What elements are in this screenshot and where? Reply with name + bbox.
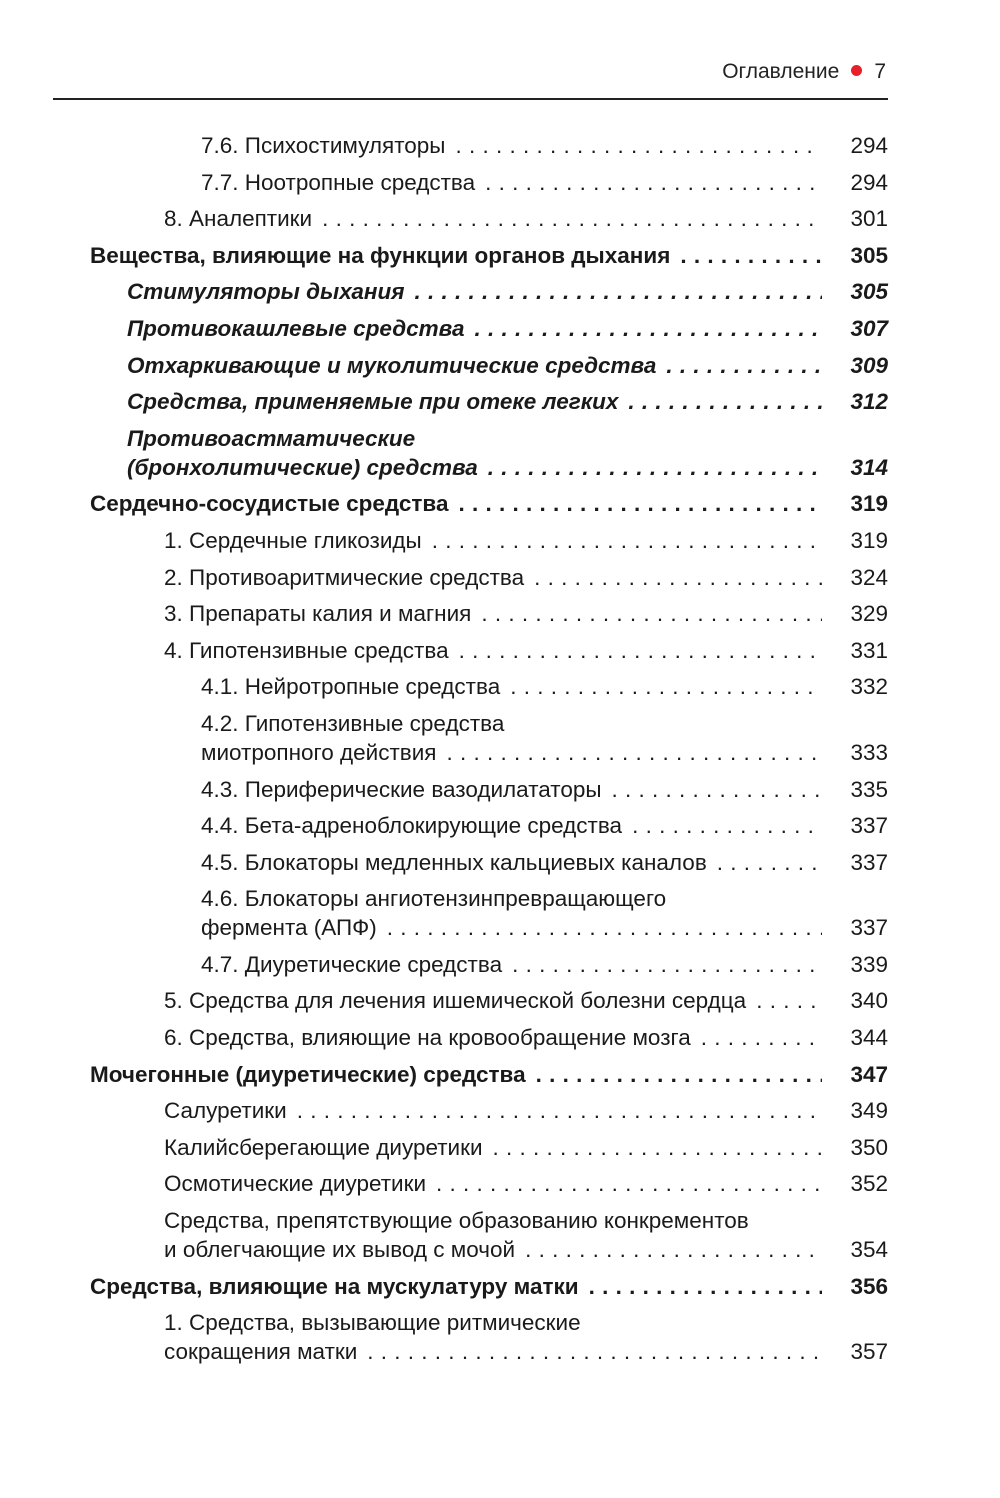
toc-entry-page: 333 (822, 738, 888, 767)
toc-entry-leader-line (164, 1235, 832, 1264)
toc-entry-text: 4.2. Гипотензивные средства (201, 710, 505, 736)
toc-entry-text: (бронхолитические) средства (127, 454, 478, 480)
toc-entry-title (164, 204, 832, 233)
toc-entry[interactable] (0, 424, 1000, 482)
toc-entry-text: 4.7. Диуретические средства (201, 951, 503, 977)
toc-entry[interactable] (0, 277, 1000, 306)
toc-entry-leader-line (164, 563, 832, 592)
toc-entry-text: 7.6. Психостимуляторы (201, 133, 446, 158)
toc-entry[interactable] (0, 986, 1000, 1015)
toc-entry[interactable] (0, 1272, 1000, 1301)
toc-entry-page: 305 (822, 241, 888, 270)
toc-entry[interactable] (0, 1308, 1000, 1366)
toc-entry[interactable] (0, 1096, 1000, 1125)
toc-entry[interactable] (0, 1023, 1000, 1052)
toc-entry-text: сокращения матки (164, 1339, 358, 1365)
bullet-dot-icon (851, 65, 862, 76)
toc-entry[interactable] (0, 168, 1000, 197)
toc-entry-leader-line (127, 387, 832, 416)
toc-entry[interactable] (0, 636, 1000, 665)
toc-entry-text: 4.6. Блокаторы ангиотензинпревращающего (201, 886, 667, 912)
toc-entry-text: 4.1. Нейротропные средства (201, 674, 501, 700)
toc-entry-page: 307 (822, 314, 888, 343)
toc-entry-leader-line (90, 489, 832, 518)
toc-entry[interactable] (0, 387, 1000, 416)
toc-entry-text: Осмотические диуретики (164, 1171, 427, 1197)
toc-entry[interactable] (0, 204, 1000, 233)
toc-entry-title (201, 672, 832, 701)
toc-entry-page: 329 (822, 599, 888, 628)
toc-entry-leader-line (90, 1060, 832, 1089)
toc-entry-text: 4.3. Периферические вазодилататоры (201, 776, 602, 802)
toc-entry[interactable] (0, 950, 1000, 979)
toc-entry-page: 335 (822, 775, 888, 804)
toc-entry-leader-line (127, 453, 832, 482)
toc-entry-page: 337 (822, 811, 888, 840)
toc-entry-leader-line (201, 775, 832, 804)
header-page-number: 7 (874, 60, 886, 83)
toc-entry-leader-line (201, 131, 832, 160)
toc-entry-title (90, 1272, 832, 1301)
toc-entry[interactable] (0, 241, 1000, 270)
toc-entry-text: 1. Средства, вызывающие ритмические (164, 1310, 581, 1336)
toc-entry[interactable] (0, 351, 1000, 380)
toc-entry[interactable] (0, 672, 1000, 701)
toc-entry-leader-line (201, 672, 832, 701)
toc-entry-page: 337 (822, 913, 888, 942)
toc-entry-text: Салуретики (164, 1098, 287, 1124)
toc-entry[interactable] (0, 1060, 1000, 1089)
toc-entry-page: 314 (822, 453, 888, 482)
toc-entry-page: 350 (822, 1133, 888, 1162)
toc-entry-page: 354 (822, 1235, 888, 1264)
toc-entry-title (164, 986, 832, 1015)
toc-entry-leader-line (201, 848, 832, 877)
toc-entry-title (164, 526, 832, 555)
toc-entry-leader-line (164, 599, 832, 628)
toc-entry-page: 301 (822, 204, 888, 233)
toc-entry-page: 305 (822, 277, 888, 306)
toc-entry-leader-line (90, 1272, 832, 1301)
toc-entry[interactable] (0, 314, 1000, 343)
toc-entry-text: 5. Средства для лечения ишемической болезни сердца (164, 988, 747, 1014)
toc-entry-leader-line (164, 1096, 832, 1125)
running-header (0, 56, 886, 88)
toc-entry-title (201, 168, 832, 197)
header-section-title: Оглавление (722, 60, 840, 83)
toc-entry-leader-line (164, 526, 832, 555)
toc-entry-page: 324 (822, 563, 888, 592)
toc-entry-page: 332 (822, 672, 888, 701)
toc-entry-page: 352 (822, 1169, 888, 1198)
toc-entry-title (164, 1206, 832, 1264)
toc-entry-text: Средства, влияющие на мускулатуру матки (90, 1273, 579, 1299)
toc-entry-page: 319 (822, 526, 888, 555)
toc-entry-title (164, 563, 832, 592)
toc-entry-title (164, 1023, 832, 1052)
table-of-contents (0, 131, 1000, 1374)
toc-entry-title (90, 489, 832, 518)
toc-entry-page: 344 (822, 1023, 888, 1052)
toc-entry-title (164, 1133, 832, 1162)
header-rule (53, 98, 888, 100)
toc-entry-text: Сердечно-сосудистые средства (90, 491, 449, 517)
toc-entry-title (201, 775, 832, 804)
toc-entry-page: 347 (822, 1060, 888, 1089)
toc-entry-leader-line (201, 168, 832, 197)
toc-entry-text: Противоастматические (127, 425, 416, 451)
toc-entry-text: миотропного действия (201, 739, 437, 765)
toc-entry-text: 2. Противоаритмические средства (164, 564, 525, 590)
toc-entry[interactable] (0, 884, 1000, 942)
toc-entry-title (90, 241, 832, 270)
toc-entry-title (164, 1308, 832, 1366)
toc-entry-text: Средства, препятствующие образованию конкрементов (164, 1208, 749, 1234)
toc-entry-page: 340 (822, 986, 888, 1015)
toc-entry-page: 349 (822, 1096, 888, 1125)
toc-entry-leader-line (164, 1133, 832, 1162)
toc-entry-text: и облегчающие их вывод с мочой (164, 1237, 516, 1263)
toc-entry-leader-line (90, 241, 832, 270)
toc-entry[interactable] (0, 1169, 1000, 1198)
toc-entry-text: 4. Гипотензивные средства (164, 637, 449, 663)
toc-entry-text: Вещества, влияющие на функции органов дыхания (90, 242, 671, 268)
toc-entry-page: 309 (822, 351, 888, 380)
toc-entry[interactable] (0, 131, 1000, 160)
toc-entry[interactable] (0, 526, 1000, 555)
toc-entry[interactable] (0, 709, 1000, 767)
toc-entry-text: 4.5. Блокаторы медленных кальциевых каналов (201, 849, 707, 875)
toc-entry-leader-line (201, 738, 832, 767)
toc-entry-leader-line (164, 1337, 832, 1366)
toc-entry[interactable] (0, 1133, 1000, 1162)
toc-entry[interactable] (0, 563, 1000, 592)
toc-entry-leader-line (201, 913, 832, 942)
toc-entry-leader-line (164, 1023, 832, 1052)
toc-entry-page: 294 (822, 131, 888, 160)
toc-entry-page: 339 (822, 950, 888, 979)
toc-entry-text: 3. Препараты калия и магния (164, 601, 472, 627)
toc-entry[interactable] (0, 1206, 1000, 1264)
toc-entry-text: 8. Аналептики (164, 206, 313, 232)
toc-entry-title (164, 599, 832, 628)
toc-entry-text: Калийсберегающие диуретики (164, 1134, 483, 1160)
toc-entry-text: Мочегонные (диуретические) средства (90, 1061, 526, 1087)
toc-entry-text: Противокашлевые средства (127, 315, 465, 341)
toc-entry-text: Стимуляторы дыхания (127, 279, 405, 305)
toc-entry-leader-line (201, 950, 832, 979)
toc-entry-page: 312 (822, 387, 888, 416)
toc-entry-leader-line (201, 811, 832, 840)
toc-entry-text: 6. Средства, влияющие на кровообращение мозга (164, 1025, 691, 1051)
toc-entry-title (127, 314, 832, 343)
toc-entry-page: 337 (822, 848, 888, 877)
toc-entry-title (201, 131, 832, 160)
toc-entry-title (90, 1060, 832, 1089)
toc-entry-text: Средства, применяемые при отеке легких (127, 389, 619, 415)
toc-entry-title (164, 1169, 832, 1198)
toc-entry-text: 1. Сердечные гликозиды (164, 527, 422, 553)
toc-entry-leader-line (164, 204, 832, 233)
toc-entry-title (201, 848, 832, 877)
toc-entry-text: 4.4. Бета-адреноблокирующие средства (201, 813, 623, 839)
toc-entry-page: 331 (822, 636, 888, 665)
toc-entry[interactable] (0, 775, 1000, 804)
toc-entry-title (201, 884, 832, 942)
toc-entry-leader-line (127, 314, 832, 343)
toc-entry-page: 357 (822, 1337, 888, 1366)
toc-entry-title (164, 636, 832, 665)
toc-entry[interactable] (0, 811, 1000, 840)
toc-entry-page: 294 (822, 168, 888, 197)
toc-entry-leader-line (127, 351, 832, 380)
toc-entry-title (127, 351, 832, 380)
toc-entry[interactable] (0, 489, 1000, 518)
toc-entry-text: фермента (АПФ) (201, 915, 377, 941)
toc-entry-leader-line (164, 1169, 832, 1198)
toc-entry-title (164, 1096, 832, 1125)
toc-entry[interactable] (0, 848, 1000, 877)
toc-entry-page: 319 (822, 489, 888, 518)
toc-entry-page: 356 (822, 1272, 888, 1301)
toc-entry-title (201, 950, 832, 979)
toc-entry-text: Отхаркивающие и муколитические средства (127, 352, 657, 378)
toc-entry-title (127, 277, 832, 306)
toc-entry-title (201, 709, 832, 767)
toc-entry-leader-line (164, 636, 832, 665)
toc-entry-title (127, 387, 832, 416)
toc-entry[interactable] (0, 599, 1000, 628)
toc-entry-title (201, 811, 832, 840)
toc-entry-title (127, 424, 832, 482)
toc-entry-text: 7.7. Ноотропные средства (201, 169, 476, 195)
toc-entry-leader-line (127, 277, 832, 306)
toc-entry-leader-line (164, 986, 832, 1015)
